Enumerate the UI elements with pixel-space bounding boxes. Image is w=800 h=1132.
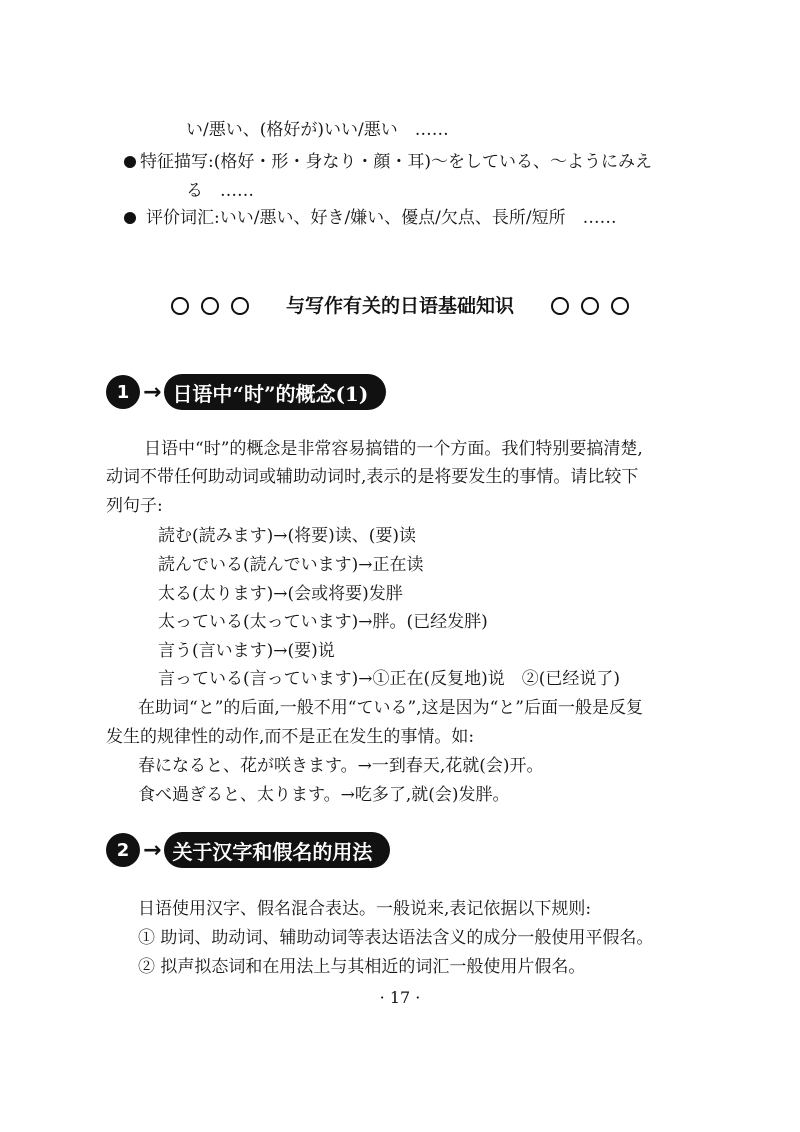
bullet-icon — [124, 156, 136, 168]
example-line: 春になると、花が咲きます。→一到春天,花就(会)开。 — [138, 756, 544, 776]
circle-icon — [611, 297, 629, 315]
heading-title: 日语中“时”的概念(1) — [164, 374, 386, 410]
vocab-line-continued: い/悪い、(格好が)いい/悪い …… — [186, 120, 449, 140]
feature-description-line: 特征描写:(格好・形・身なり・顔・耳)～をしている、～ようにみえ — [140, 152, 652, 172]
example-line: 太る(太ります)→(会或将要)发胖 — [158, 584, 403, 604]
section-title — [0, 288, 800, 323]
heading-title: 关于汉字和假名的用法 — [164, 832, 390, 868]
decorative-circles-left — [165, 289, 255, 323]
feature-description-continuation: る …… — [186, 181, 254, 201]
page-number: · 17 · — [379, 988, 421, 1007]
example-line: 食べ過ぎると、太ります。→吃多了,就(会)发胖。 — [138, 785, 510, 805]
paragraph-line: 在助词“と”的后面,一般不用“ている”,这是因为“と”后面一般是反复 — [138, 698, 643, 718]
bullet-icon — [124, 212, 136, 224]
example-line: 太っている(太っています)→胖。(已经发胖) — [158, 612, 488, 632]
arrow-right-icon: → — [143, 837, 162, 863]
arrow-right-icon: → — [143, 379, 162, 405]
heading-number-badge: 2 — [106, 833, 140, 867]
paragraph-line: 列句子: — [106, 496, 163, 516]
circle-icon — [581, 297, 599, 315]
heading-2 — [106, 830, 390, 870]
circle-icon — [231, 297, 249, 315]
paragraph-line: 发生的规律性的动作,而不是正在发生的事情。如: — [106, 727, 475, 747]
section-title-text: 与写作有关的日语基础知识 — [285, 294, 514, 317]
circle-icon — [171, 297, 189, 315]
rule-line: ② 拟声拟态词和在用法上与其相近的词汇一般使用片假名。 — [138, 957, 586, 977]
paragraph-line: 日语中“时”的概念是非常容易搞错的一个方面。我们特别要搞清楚, — [144, 439, 643, 459]
heading-number-badge: 1 — [106, 375, 140, 409]
example-line: 言っている(言っています)→①正在(反复地)说 ②(已经说了) — [158, 669, 621, 689]
paragraph-line: 日语使用汉字、假名混合表达。一般说来,表记依据以下规则: — [138, 899, 592, 919]
heading-1 — [106, 372, 386, 412]
decorative-circles-right — [545, 289, 635, 323]
circle-icon — [551, 297, 569, 315]
evaluation-vocab-line: 评价词汇:いい/悪い、好き/嫌い、優点/欠点、長所/短所 …… — [146, 208, 617, 228]
rule-line: ① 助词、助动词、辅助动词等表达语法含义的成分一般使用平假名。 — [138, 928, 654, 948]
paragraph-line: 动词不带任何助动词或辅助动词时,表示的是将要发生的事情。请比较下 — [106, 467, 639, 487]
circle-icon — [201, 297, 219, 315]
example-line: 言う(言います)→(要)说 — [158, 641, 335, 661]
example-line: 読む(読みます)→(将要)读、(要)读 — [158, 526, 417, 546]
example-line: 読んでいる(読んでいます)→正在读 — [158, 555, 424, 575]
